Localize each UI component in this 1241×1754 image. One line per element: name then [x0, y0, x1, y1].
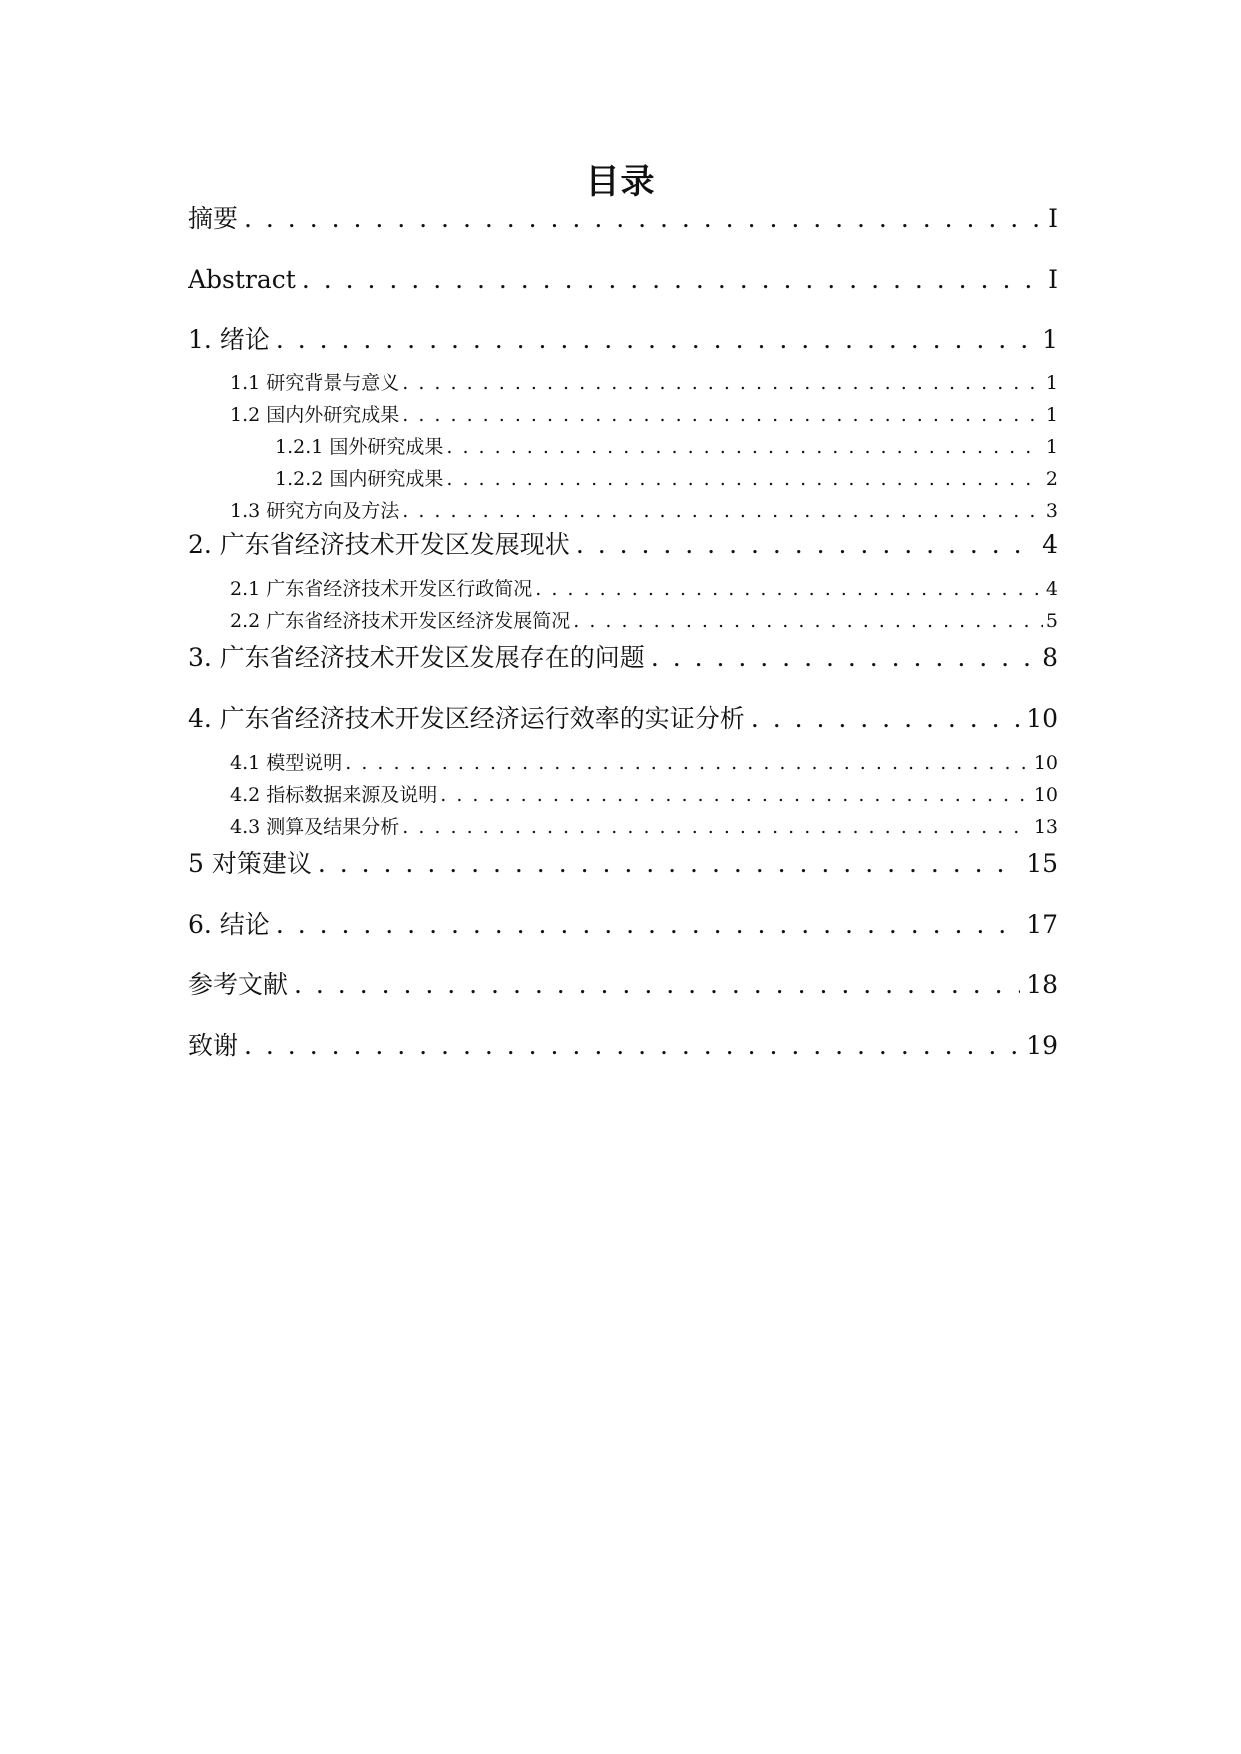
- toc-entry-page: I: [1048, 265, 1058, 294]
- toc-entry-page: 1: [1045, 372, 1058, 394]
- toc-dot-leader: [576, 529, 1036, 561]
- toc-entry-page: 19: [1026, 1031, 1058, 1060]
- toc-entry-page: 17: [1026, 910, 1058, 939]
- toc-entry-label: 3. 广东省经济技术开发区发展存在的问题: [188, 643, 645, 672]
- toc-entry-page: 10: [1033, 752, 1058, 774]
- toc-entry-section-4-2[interactable]: [230, 782, 1058, 808]
- toc-dot-leader: [446, 466, 1043, 492]
- toc-entry-label: 1.2 国内外研究成果: [230, 404, 400, 426]
- toc-entry-page: 1: [1042, 325, 1058, 354]
- toc-entry-abstract-en[interactable]: [188, 264, 1058, 296]
- toc-entry-label: 4.3 测算及结果分析: [230, 816, 400, 838]
- toc-entry-section-1-2-1[interactable]: [275, 434, 1058, 460]
- toc-entry-section-1-2-2[interactable]: [275, 466, 1058, 492]
- toc-entry-chapter-2[interactable]: [188, 529, 1058, 561]
- toc-dot-leader: [318, 848, 1020, 880]
- toc-entry-label: 4.2 指标数据来源及说明: [230, 784, 438, 806]
- toc-entry-page: 1: [1045, 404, 1058, 426]
- toc-entry-label: 2.2 广东省经济技术开发区经济发展简况: [230, 610, 571, 632]
- toc-entry-label: 1.2.2 国内研究成果: [275, 468, 444, 490]
- toc-entry-section-4-3[interactable]: [230, 814, 1058, 840]
- toc-entry-page: 18: [1026, 970, 1058, 999]
- toc-dot-leader: [751, 703, 1020, 735]
- toc-dot-leader: [402, 370, 1043, 396]
- toc-dot-leader: [276, 909, 1020, 941]
- toc-dot-leader: [244, 1030, 1020, 1062]
- toc-entry-label: 5 对策建议: [188, 849, 312, 878]
- toc-entry-page: 8: [1042, 643, 1058, 672]
- toc-entry-section-1-2[interactable]: [230, 402, 1058, 428]
- toc-dot-leader: [402, 814, 1031, 840]
- toc-dot-leader: [345, 750, 1031, 776]
- toc-dot-leader: [402, 402, 1043, 428]
- toc-dot-leader: [402, 498, 1043, 524]
- toc-title: 目录: [585, 162, 656, 202]
- toc-entry-chapter-6[interactable]: [188, 909, 1058, 941]
- toc-entry-label: 2. 广东省经济技术开发区发展现状: [188, 530, 570, 559]
- toc-entry-chapter-4[interactable]: [188, 703, 1058, 735]
- toc-dot-leader: [535, 576, 1043, 602]
- toc-entry-page: 2: [1045, 468, 1058, 490]
- toc-entry-page: 10: [1033, 784, 1058, 806]
- toc-entry-page: 1: [1045, 436, 1058, 458]
- toc-dot-leader: [440, 782, 1031, 808]
- toc-entry-section-4-1[interactable]: [230, 750, 1058, 776]
- toc-entry-section-1-1[interactable]: [230, 370, 1058, 396]
- toc-entry-page: 13: [1033, 816, 1058, 838]
- toc-entry-page: I: [1048, 204, 1058, 233]
- toc-entry-acknowledgements[interactable]: [188, 1030, 1058, 1062]
- toc-entry-label: 1.1 研究背景与意义: [230, 372, 400, 394]
- toc-entry-label: 致谢: [188, 1031, 239, 1060]
- toc-entry-page: 4: [1045, 578, 1058, 600]
- toc-dot-leader: [276, 324, 1036, 356]
- toc-dot-leader: [446, 434, 1043, 460]
- toc-entry-references[interactable]: [188, 969, 1058, 1001]
- toc-entry-label: 摘要: [188, 204, 239, 233]
- toc-entry-section-2-1[interactable]: [230, 576, 1058, 602]
- toc-entry-page: 5: [1045, 610, 1058, 632]
- toc-entry-chapter-1[interactable]: [188, 324, 1058, 356]
- toc-entry-chapter-5[interactable]: [188, 848, 1058, 880]
- toc-entry-label: Abstract: [188, 265, 296, 294]
- toc-dot-leader: [573, 608, 1043, 634]
- toc-entry-label: 1.2.1 国外研究成果: [275, 436, 444, 458]
- toc-entry-page: 15: [1026, 849, 1058, 878]
- toc-dot-leader: [244, 203, 1042, 235]
- toc-entry-label: 1. 绪论: [188, 325, 270, 354]
- toc-entry-section-2-2[interactable]: [230, 608, 1058, 634]
- toc-entry-page: 10: [1026, 704, 1058, 733]
- toc-entry-label: 6. 结论: [188, 910, 270, 939]
- toc-entry-chapter-3[interactable]: [188, 642, 1058, 674]
- toc-entry-abstract-cn[interactable]: [188, 203, 1058, 235]
- toc-entry-page: 4: [1042, 530, 1058, 559]
- toc-entry-page: 3: [1045, 500, 1058, 522]
- toc-dot-leader: [651, 642, 1036, 674]
- toc-entry-label: 1.3 研究方向及方法: [230, 500, 400, 522]
- toc-dot-leader: [302, 264, 1042, 296]
- toc-entry-label: 参考文献: [188, 970, 289, 999]
- toc-dot-leader: [294, 969, 1020, 1001]
- toc-entry-label: 4. 广东省经济技术开发区经济运行效率的实证分析: [188, 704, 745, 733]
- toc-entry-label: 4.1 模型说明: [230, 752, 343, 774]
- toc-entry-label: 2.1 广东省经济技术开发区行政简况: [230, 578, 533, 600]
- toc-entry-section-1-3[interactable]: [230, 498, 1058, 524]
